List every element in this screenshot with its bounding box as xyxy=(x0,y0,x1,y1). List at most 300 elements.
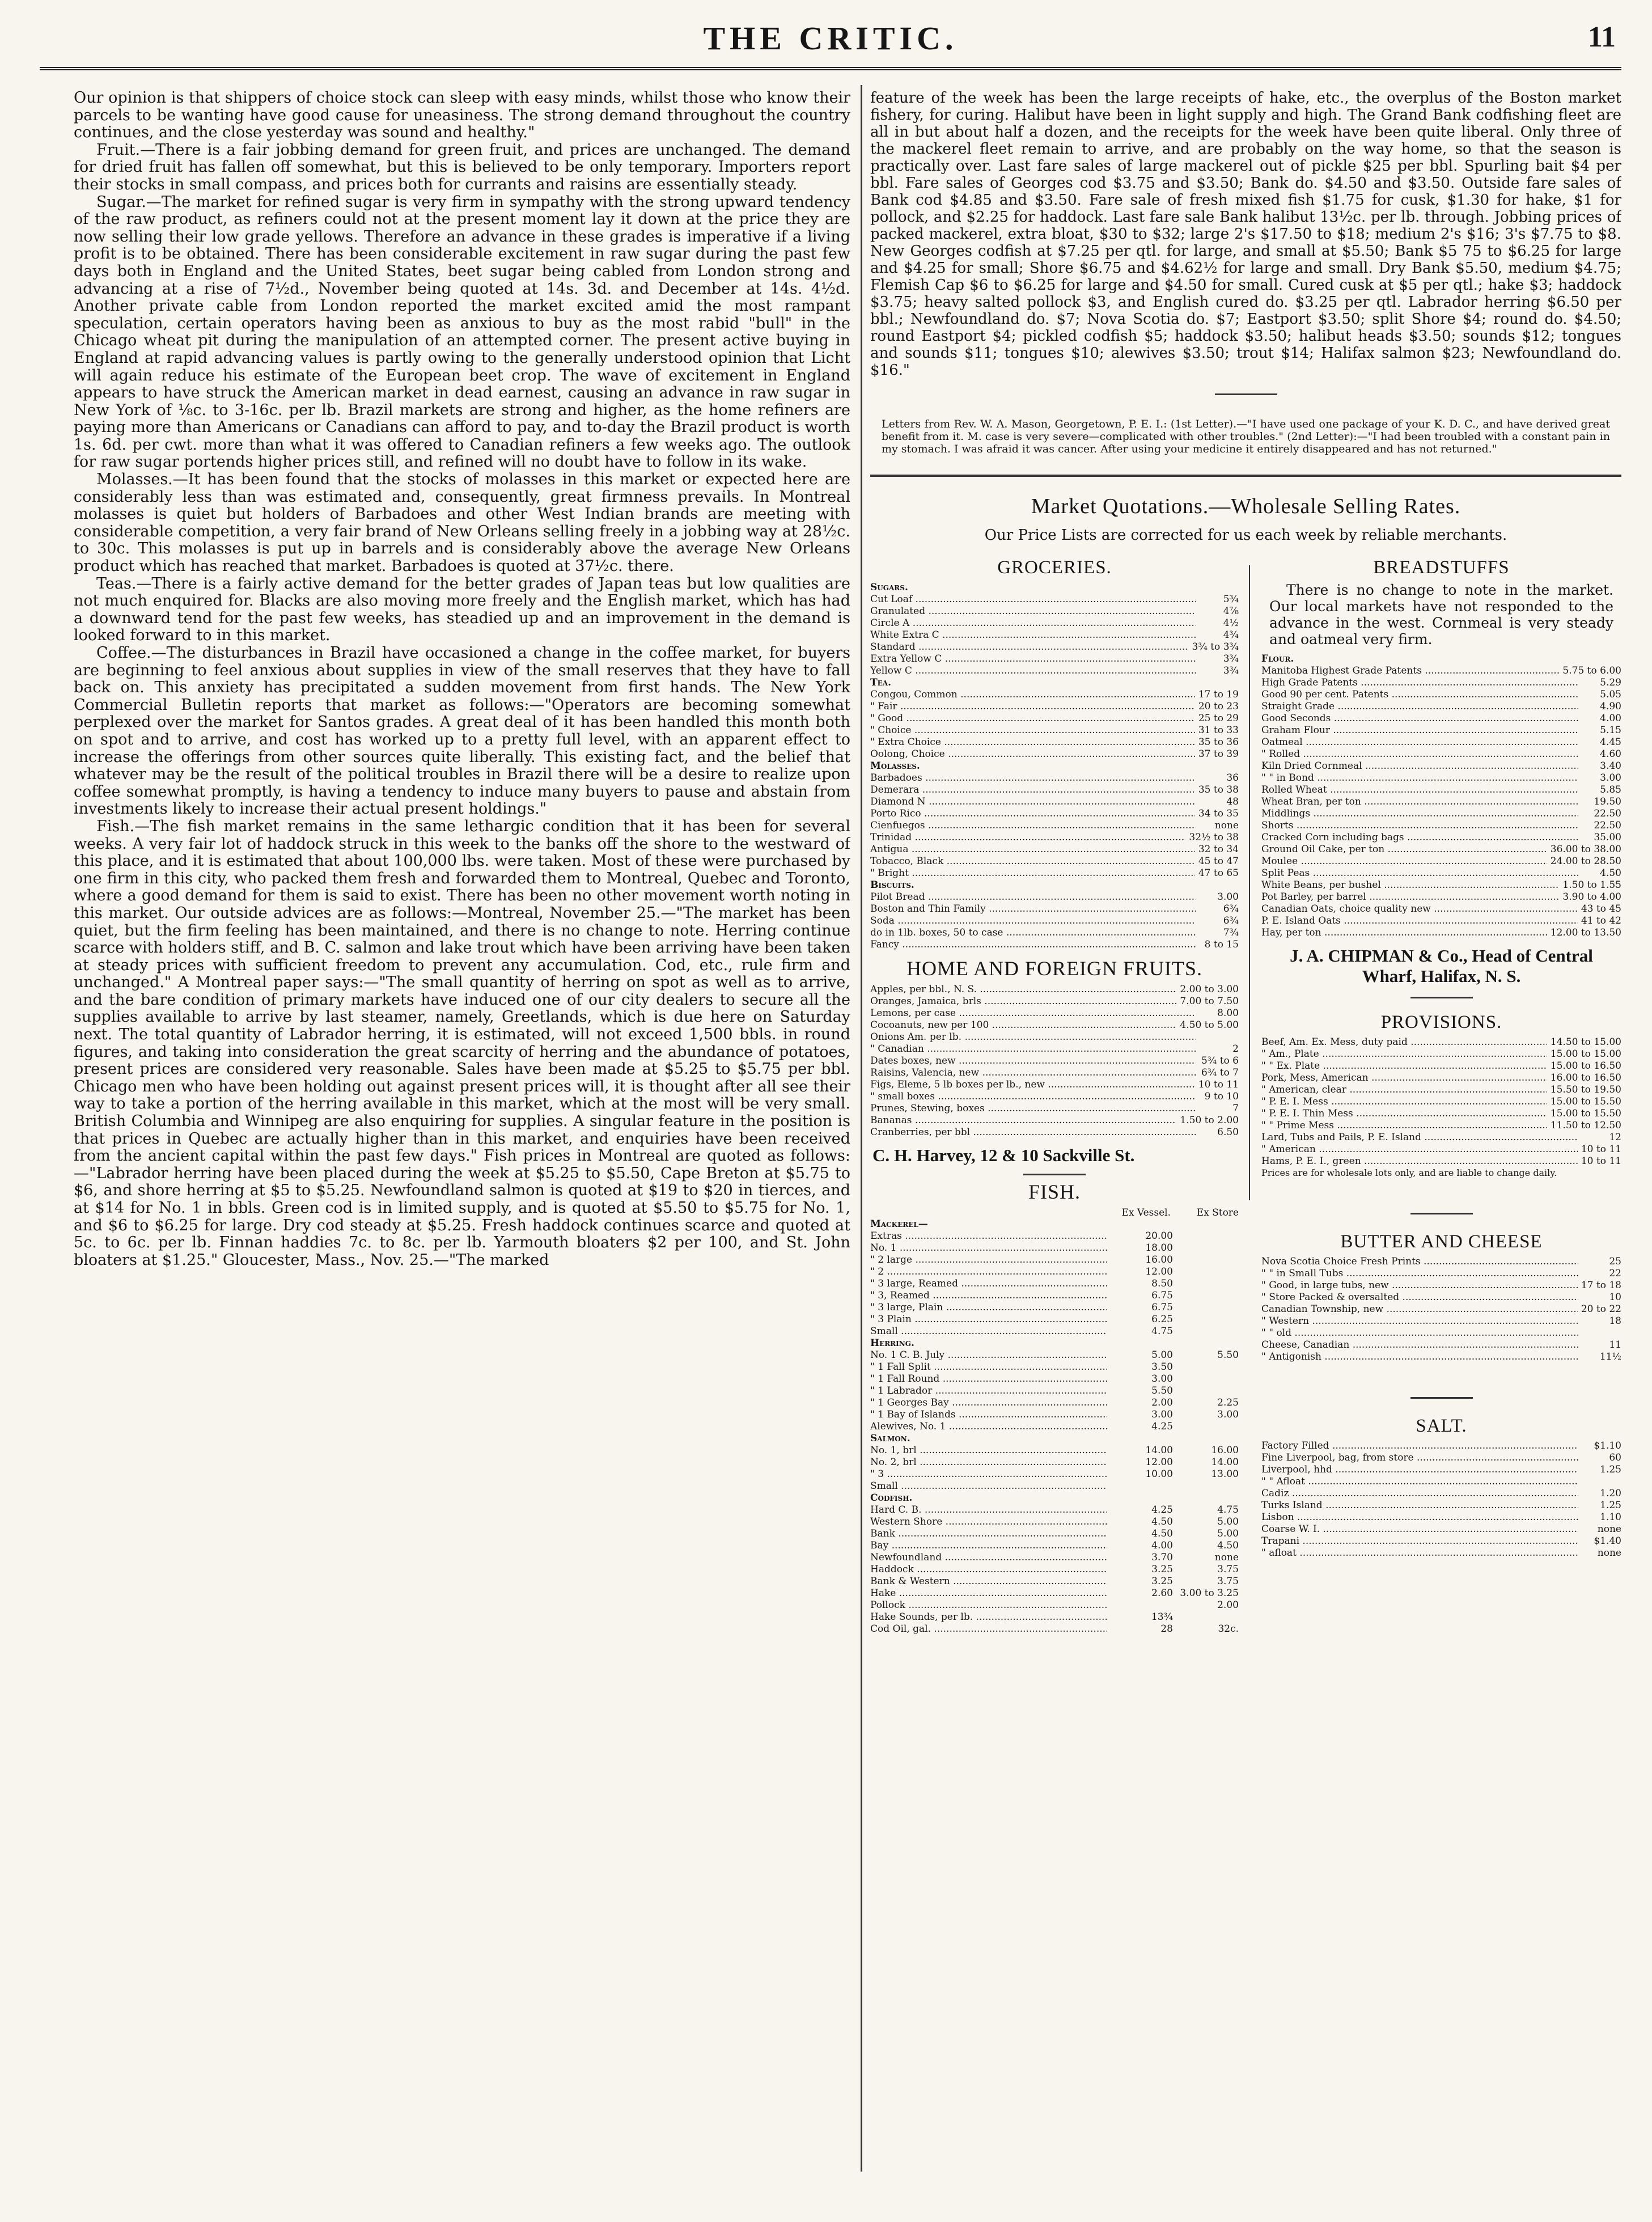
item-label: Shorts ..... xyxy=(1261,820,1578,832)
item-label: Oranges, Jamaica, brls ..... xyxy=(870,996,1176,1008)
separator xyxy=(1215,393,1277,395)
item-label: Hake ..... xyxy=(870,1588,1107,1599)
price-value: 4.45 xyxy=(1600,737,1621,748)
price-row xyxy=(870,1611,1239,1623)
item-label: Newfoundland ..... xyxy=(870,1552,1107,1564)
price-value: 15.50 to 19.50 xyxy=(1550,1084,1621,1095)
price-ex-store: 32c. xyxy=(1218,1623,1239,1635)
price-value: 47 to 65 xyxy=(1198,867,1239,879)
price-row xyxy=(870,939,1239,951)
price-value: 14.50 to 15.00 xyxy=(1550,1036,1621,1048)
item-label: White Extra C ..... xyxy=(870,629,1196,641)
item-label: Small ..... xyxy=(870,1326,1107,1338)
price-row xyxy=(1261,820,1621,832)
price-row xyxy=(870,1504,1239,1516)
item-label: " 3 Plain ..... xyxy=(870,1314,1107,1326)
price-value: 35 to 38 xyxy=(1198,784,1239,795)
price-ex-vessel: 4.50 xyxy=(1151,1528,1173,1539)
price-row xyxy=(1261,689,1621,701)
item-label: Coarse W. I. ..... xyxy=(1261,1523,1578,1535)
price-value: 25 xyxy=(1609,1256,1621,1267)
price-value: 3.40 xyxy=(1600,760,1621,772)
item-label: Rolled Wheat ..... xyxy=(1261,784,1578,796)
fruits-title: HOME AND FOREIGN FRUITS. xyxy=(906,957,1203,980)
price-ex-store: 13.00 xyxy=(1211,1468,1239,1480)
item-label: " 1 Bay of Islands ..... xyxy=(870,1409,1107,1421)
item-label: Antigua ..... xyxy=(870,844,1195,856)
price-row xyxy=(870,594,1239,606)
price-row xyxy=(870,784,1239,796)
price-value: 10 to 11 xyxy=(1198,1079,1239,1090)
price-row xyxy=(870,1115,1239,1127)
item-label: Moulee ..... xyxy=(1261,856,1547,867)
fish-column-headers xyxy=(870,1207,1239,1218)
item-label: Bananas ..... xyxy=(870,1115,1176,1127)
price-row xyxy=(870,701,1239,713)
price-ex-store: 2.25 xyxy=(1217,1397,1239,1408)
price-row xyxy=(870,903,1239,915)
price-row xyxy=(870,856,1239,867)
item-label: Porto Rico ..... xyxy=(870,808,1195,820)
price-value: 5.75 to 6.00 xyxy=(1562,665,1621,676)
item-label: " Fair ..... xyxy=(870,701,1195,713)
price-row xyxy=(870,927,1239,939)
price-value: $1.40 xyxy=(1594,1535,1621,1547)
price-ex-vessel: 28 xyxy=(1160,1623,1173,1635)
price-row xyxy=(1261,1303,1621,1315)
price-value: 15.00 to 15.00 xyxy=(1550,1048,1621,1060)
item-label: Wheat Bran, per ton ..... xyxy=(1261,796,1578,808)
salt-table xyxy=(1261,1440,1621,1559)
price-row xyxy=(870,1290,1239,1302)
price-value: 4.50 to 5.00 xyxy=(1180,1019,1239,1031)
price-row xyxy=(1261,808,1621,820)
paragraph-sugar: Sugar.—The market for refined sugar is very firm in sympathy with the strong upward tendency of the raw product, as refiners could not at the present moment lay it down at the price they are now selling their low grade yellows. Therefore an advance in these grades is imperative if a living profit is to be obtained. There has been considerable excitement in raw sugar during the past few days both in England and the United States, beet sugar being cabled from London strong and advancing at a rise of 7½d., November being quoted at 14s. 3d. and December at 14s. 4½d. Another private cable from London reported the market excited amid the most rampant speculation, certain operators having been as anxious to buy as the most rabid "bull" in the Chicago wheat pit during the manipulation of an attempted corner. The present active buying in England at rapid advancing values is partly owing to the generally understood opinion that Licht will again reduce his estimate of the European beet crop. The wave of excitement in England appears to have struck the American market in dead earnest, causing an advance in raw sugar in New York of ⅛c. to 3-16c. per lb. Brazil markets are strong and higher, as the home refiners are paying more than Americans or Canadians can afford to pay, and to-day the Brazil product is worth 1s. 6d. per cwt. more than what it was offered to Canadian refiners a few weeks ago. The outlook for raw sugar portends higher prices still, and refined will no doubt have to follow in its wake. xyxy=(74,193,850,471)
price-row xyxy=(1261,1084,1621,1096)
item-label: Good Seconds ..... xyxy=(1261,713,1578,725)
price-value: 1.25 xyxy=(1600,1500,1621,1511)
item-label: " " in Small Tubs ..... xyxy=(1261,1268,1578,1280)
price-row xyxy=(870,796,1239,808)
item-label: Congou, Common ..... xyxy=(870,689,1195,701)
price-value: 7 xyxy=(1232,1103,1239,1114)
price-row xyxy=(870,689,1239,701)
price-row xyxy=(870,1278,1239,1290)
price-value: 1.10 xyxy=(1600,1512,1621,1523)
price-ex-store: 3.75 xyxy=(1217,1576,1239,1587)
price-value: 5.05 xyxy=(1600,689,1621,700)
price-row xyxy=(1261,903,1621,915)
price-row xyxy=(870,629,1239,641)
left-column xyxy=(74,90,850,2182)
price-row xyxy=(870,1326,1239,1338)
price-row xyxy=(1261,1144,1621,1156)
item-label: Oolong, Choice ..... xyxy=(870,748,1195,760)
item-label: Middlings ..... xyxy=(1261,808,1578,820)
price-row xyxy=(870,772,1239,784)
item-label: " " Prime Mess ..... xyxy=(1261,1120,1547,1132)
price-row xyxy=(1261,748,1621,760)
price-row xyxy=(870,996,1239,1008)
category-heading: Flour. xyxy=(1261,653,1294,665)
price-row xyxy=(870,808,1239,820)
fish-table xyxy=(870,1218,1239,1635)
item-label: " Bright ..... xyxy=(870,867,1195,879)
fruits-dealer: C. H. Harvey, 12 & 10 Sackville St. xyxy=(872,1145,1135,1165)
item-label: " American ..... xyxy=(1261,1144,1578,1156)
price-row xyxy=(870,1266,1239,1278)
price-value: 43 to 45 xyxy=(1581,903,1621,915)
price-value: 4.50 xyxy=(1600,867,1621,879)
price-value: 1.50 to 2.00 xyxy=(1180,1115,1239,1126)
price-ex-vessel: 4.75 xyxy=(1151,1326,1173,1337)
price-value: 4⅞ xyxy=(1223,606,1239,617)
item-label: Bank ..... xyxy=(870,1528,1107,1540)
price-row xyxy=(870,1588,1239,1599)
price-value: 6¾ to 7 xyxy=(1201,1067,1239,1078)
price-row xyxy=(870,1079,1239,1091)
price-row xyxy=(870,1031,1239,1043)
price-value: 15.00 to 15.50 xyxy=(1550,1096,1621,1107)
price-value: 16.00 to 16.50 xyxy=(1550,1072,1621,1084)
price-ex-store: none xyxy=(1214,1552,1239,1563)
page-number: 11 xyxy=(1587,21,1616,53)
price-value: 5.85 xyxy=(1600,784,1621,795)
quotes-left xyxy=(870,554,1239,1635)
price-row xyxy=(870,1468,1239,1480)
price-row xyxy=(1261,1523,1621,1535)
item-label: " 2 ..... xyxy=(870,1266,1107,1278)
price-row xyxy=(1261,1256,1621,1268)
price-row xyxy=(870,1254,1239,1266)
item-label: Pollock ..... xyxy=(870,1599,1107,1611)
price-ex-vessel: 18.00 xyxy=(1145,1242,1173,1254)
fish-header-ex-vessel: Ex Vessel. xyxy=(1121,1207,1171,1218)
item-label: Tobacco, Black ..... xyxy=(870,856,1195,867)
item-label: P. E. Island Oats ..... xyxy=(1261,915,1578,927)
item-label: Figs, Eleme, 5 lb boxes per lb., new ..... xyxy=(870,1079,1195,1091)
price-value: 4¾ xyxy=(1223,629,1239,641)
price-row xyxy=(1261,665,1621,677)
provisions-title: PROVISIONS. xyxy=(1380,1012,1502,1032)
separator xyxy=(1410,997,1473,998)
item-label: Western Shore ..... xyxy=(870,1516,1107,1528)
price-row xyxy=(870,737,1239,748)
item-label: No. 2, brl ..... xyxy=(870,1457,1107,1468)
item-label: " 3 large, Reamed ..... xyxy=(870,1278,1107,1290)
price-value: 3¾ xyxy=(1223,653,1239,665)
price-value: 5.29 xyxy=(1600,677,1621,688)
paragraph-fish-continued: feature of the week has been the large receipts of hake, etc., the overplus of the Boston market fishery, for curing. Halibut have been in light supply and high. The Grand Bank codfishing fleet are all in but about half a dozen, and the receipts for the week have been quite liberal. Only three of the mackerel fleet remain to arrive, and are probably on the way home, so that the season is practically over. Last fare sales of large mackerel out of pickle $25 per bbl. Spurling bait $4 per bbl. Fare sales of Georges cod $3.75 and $3.50; Bank do. $4.50 and $3.50. Outside fare sales of Bank cod $4.85 and $3.50. Fare sale of fresh mixed fish $1.75 for cusk, $1.30 for hake, $1 for pollock, and $2.25 for haddock. Last fare sale Bank halibut 13½c. per lb. through. Jobbing prices of packed mackerel, extra bloat, $30 to $32; large 2's $17.50 to $18; medium 2's $16; 3's $7.75 to $8. New Georges codfish at $7.25 per qtl. for large, and small at $5.50; Bank $5 75 to $6.25 for large and $4.25 for small; Shore $6.75 and $4.62½ for large and small. Dry Bank $5.50, medium $4.75; Flemish Cap $6 to $6.25 for large and $4.50 for small. Cured cusk at $5 per qtl.; hake $3; haddock $3.75; heavy salted pollock $3, and English cured do. $3.25 per qtl. Labrador herring $6.50 per bbl.; Newfoundland do. $7; Nova Scotia do. $7; Eastport $3.50; split Shore $4; round do. $4.50; round Eastport $4; pickled codfish $5; haddock $3.50; halibut heads $3.50; sounds $12; tongues and sounds $11; tongues $10; alewives $3.50; trout $14; Halifax salmon $23; Newfoundland do. $16." xyxy=(870,90,1621,379)
price-value: 24.00 to 28.50 xyxy=(1550,856,1621,867)
item-label: Barbadoes ..... xyxy=(870,772,1196,784)
price-value: 3.90 to 4.00 xyxy=(1562,891,1621,903)
price-value: 2 xyxy=(1232,1043,1239,1055)
price-row xyxy=(870,1091,1239,1103)
price-ex-store: 3.75 xyxy=(1217,1564,1239,1575)
price-row xyxy=(870,891,1239,903)
price-ex-store: 5.50 xyxy=(1217,1349,1239,1361)
price-value: 3¾ to 3¾ xyxy=(1192,641,1239,653)
price-row xyxy=(1261,1120,1621,1132)
testimonial-letters: Letters from Rev. W. A. Mason, Georgetown, P. E. I.: (1st Letter).—"I have used one package of your K. D. C., and have derived great benefit from it. M. case is very severe—complicated with other troubles." (2nd Letter):—"I had been troubled with a constant pain in my stomach. I was afraid it was cancer. After using your medicine it entirely disappeared and has not returned." xyxy=(882,418,1610,455)
paragraph-fish: Fish.—The fish market remains in the same lethargic condition that it has been for several weeks. A very fair lot of haddock struck in this week to the banks off the shore to the westward of this place, and it is estimated that about 100,000 lbs. were taken. Most of these were purchased by one firm in this city, who packed them fresh and forwarded them to Montreal, Quebec and Toronto, where a good demand for them is said to exist. There has been no other movement worth noting in this market. Our outside advices are as follows:—Montreal, November 25.—"The market has been quiet, but the firm feeling has been maintained, and there is no change to note. Herring continue scarce with holders stiff, and B. C. salmon and lake trout which have been arriving have been taken at steady prices with sufficient freedom to prevent any accumulation. Cod, etc., rule firm and unchanged." A Montreal paper says:—"The small quantity of herring on spot as well as to arrive, and the bare condition of primary markets have induced one of our city dealers to secure all the supplies available to arrive by last steamer, namely, Greetlands, which is due here on Saturday next. The total quantity of Labrador herring, it is estimated, will not exceed 1,500 bbls. in round figures, and taking into consideration the great scarcity of herring and the abundance of potatoes, present prices are considered very reasonable. Sales have been made at $5.25 to $5.75 per bbl. Chicago men who have been holding out against present prices will, it is thought after all see their way to take a portion of the herring available in this market, which at the most will be very small. British Columbia and Winnipeg are also enquiring for supplies. A singular feature in the position is that prices in Quebec are actually higher than in this market, and enquiries have been received from the ancient capital within the past few days." Fish prices in Montreal are quoted as follows:—"Labrador herring have been placed during the week at $5.25 to $5.50, Cape Breton at $5.75 to $6, and shore herring at $5 to $5.25. Newfoundland salmon is quoted at $19 to $20 in tierces, and at $14 for No. 1 in bbls. Green cod is in limited supply, and is quoted at $5.50 to $5.75 for No. 1, and $6 to $6.25 for large. Dry cod steady at $5.25. Fresh haddock continues scarce and quoted at 5c. to 6c. per lb. Finnan haddies 7c. to 8c. per lb. Yarmouth bloaters $2 per 100, and St. John bloaters at $1.25." Gloucester, Mass., Nov. 25.—"The marked xyxy=(74,817,850,1269)
price-row xyxy=(1261,1440,1621,1452)
price-ex-vessel: 3.25 xyxy=(1151,1564,1173,1575)
provisions-table xyxy=(1261,1036,1621,1167)
price-value: 19.50 xyxy=(1594,796,1621,807)
price-ex-vessel: 12.00 xyxy=(1145,1266,1173,1277)
price-value: none xyxy=(1597,1547,1621,1559)
item-label: Yellow C ..... xyxy=(870,665,1196,677)
price-value: 4½ xyxy=(1223,617,1239,629)
price-row xyxy=(1261,796,1621,808)
item-label: " Choice ..... xyxy=(870,725,1195,737)
item-label: Cranberries, per bbl ..... xyxy=(870,1127,1196,1138)
price-value: 9 to 10 xyxy=(1204,1091,1239,1102)
item-label: Lard, Tubs and Pails, P. E. Island ..... xyxy=(1261,1132,1578,1144)
price-row xyxy=(870,1528,1239,1540)
price-row xyxy=(1261,832,1621,844)
price-ex-vessel: 20.00 xyxy=(1145,1230,1173,1242)
price-ex-vessel: 3.25 xyxy=(1151,1576,1173,1587)
price-row xyxy=(1261,737,1621,748)
item-label: Lemons, per case ..... xyxy=(870,1008,1196,1019)
item-label: Granulated ..... xyxy=(870,606,1196,617)
price-row xyxy=(870,1409,1239,1421)
section-rule xyxy=(870,475,1621,477)
price-row xyxy=(870,1103,1239,1115)
item-label: " Western ..... xyxy=(1261,1315,1578,1327)
price-value: none xyxy=(1214,820,1239,831)
item-label: Lisbon ..... xyxy=(1261,1512,1578,1523)
price-value: 12.00 to 13.50 xyxy=(1550,927,1621,938)
price-row xyxy=(870,984,1239,996)
price-row xyxy=(870,1445,1239,1457)
price-row xyxy=(1261,1096,1621,1108)
item-label: " small boxes ..... xyxy=(870,1091,1196,1103)
price-row xyxy=(1261,1512,1621,1523)
item-label: " " Ex. Plate ..... xyxy=(1261,1060,1547,1072)
item-label: No. 1 ..... xyxy=(870,1242,1107,1254)
item-label: Cracked Corn including bags ..... xyxy=(1261,832,1578,844)
separator xyxy=(1023,1174,1086,1175)
item-label: " Store Packed & oversalted ..... xyxy=(1261,1292,1578,1303)
item-label: Haddock ..... xyxy=(870,1564,1107,1576)
quotes-right xyxy=(1261,554,1621,1559)
item-label: Cod Oil, gal. ..... xyxy=(870,1623,1107,1635)
price-row xyxy=(1261,927,1621,939)
item-label: Soda ..... xyxy=(870,915,1196,927)
price-value: 12 xyxy=(1609,1132,1621,1143)
price-value: 17 to 19 xyxy=(1198,689,1239,700)
price-row xyxy=(870,1599,1239,1611)
price-ex-vessel: 4.25 xyxy=(1151,1504,1173,1516)
price-row xyxy=(870,1421,1239,1433)
price-row xyxy=(870,1361,1239,1373)
item-label: " " Afloat ..... xyxy=(1261,1476,1578,1488)
market-quotations-subtitle: Our Price Lists are corrected for us each week by reliable merchants. xyxy=(984,527,1507,544)
price-value: 18 xyxy=(1609,1315,1621,1327)
price-ex-vessel: 4.50 xyxy=(1151,1516,1173,1527)
item-label: White Beans, per bushel ..... xyxy=(1261,879,1559,891)
separator xyxy=(1410,1397,1473,1399)
column-divider xyxy=(861,85,862,2172)
item-label: " 1 Fall Split ..... xyxy=(870,1361,1107,1373)
price-value: 5¾ to 6 xyxy=(1201,1055,1239,1066)
item-label: " 1 Fall Round ..... xyxy=(870,1373,1107,1385)
price-row xyxy=(1261,1339,1621,1351)
item-label: " Good ..... xyxy=(870,713,1195,725)
item-label: Good 90 per cent. Patents ..... xyxy=(1261,689,1578,701)
price-value: 6¾ xyxy=(1223,915,1239,926)
price-row xyxy=(1261,1464,1621,1476)
price-row xyxy=(870,1516,1239,1528)
item-label: " 1 Labrador ..... xyxy=(870,1385,1107,1397)
price-value: 31 to 33 xyxy=(1198,725,1239,736)
price-row xyxy=(870,1230,1239,1242)
fruits-table xyxy=(870,984,1239,1138)
price-value: $1.10 xyxy=(1594,1440,1621,1451)
price-value: 10 xyxy=(1609,1292,1621,1303)
price-value: 17 to 18 xyxy=(1581,1280,1621,1291)
right-column xyxy=(870,90,1621,2182)
price-value: 2.00 to 3.00 xyxy=(1180,984,1239,995)
item-label: " 3 ..... xyxy=(870,1468,1107,1480)
price-row xyxy=(1261,1108,1621,1120)
price-row xyxy=(1261,1476,1621,1488)
market-quotations xyxy=(870,554,1621,2182)
price-value: 10 to 11 xyxy=(1581,1156,1621,1167)
price-row xyxy=(870,1019,1239,1031)
item-label: " 1 Georges Bay ..... xyxy=(870,1397,1107,1409)
price-row xyxy=(870,725,1239,737)
price-ex-vessel: 16.00 xyxy=(1145,1254,1173,1266)
market-quotations-title: Market Quotations.—Wholesale Selling Rates. xyxy=(1031,494,1461,518)
item-label: Circle A ..... xyxy=(870,617,1196,629)
price-row xyxy=(1261,1268,1621,1280)
item-label: Bay ..... xyxy=(870,1540,1107,1552)
fish-title: FISH. xyxy=(1028,1180,1081,1203)
price-row xyxy=(870,713,1239,725)
price-row xyxy=(1261,1060,1621,1072)
price-value: 41 to 42 xyxy=(1581,915,1621,926)
paragraph-fruit: Fruit.—There is a fair jobbing demand for green fruit, and prices are unchanged. The demand for dried fruit has fallen off somewhat, but this is believed to be only temporary. Importers report their stocks in small compass, and prices both for currants and raisins are essentially steady. xyxy=(74,141,850,193)
price-ex-vessel: 4.00 xyxy=(1151,1540,1173,1551)
item-label: do in 1lb. boxes, 50 to case ..... xyxy=(870,927,1196,939)
price-ex-vessel: 6.75 xyxy=(1151,1302,1173,1313)
price-ex-vessel: 3.70 xyxy=(1151,1552,1173,1563)
quotes-divider xyxy=(1249,565,1250,1200)
price-ex-vessel: 6.25 xyxy=(1151,1314,1173,1325)
price-ex-vessel: 13¾ xyxy=(1151,1611,1173,1623)
category-heading: Herring. xyxy=(870,1338,914,1349)
item-label: Cheese, Canadian ..... xyxy=(1261,1339,1578,1351)
paragraph-molasses: Molasses.—It has been found that the stocks of molasses in this market or expected here are considerably less than was estimated and, consequently, great firmness prevails. In Montreal molasses is quiet but holders of Barbadoes and other West Indian brands are meeting with considerable competition, a very fair brand of New Orleans selling freely in a jobbing way at 28½c. to 30c. This molasses is put up in barrels and is considerably above the average New Orleans product which has reached that market. Barbadoes is quoted at 37½c. there. xyxy=(74,471,850,575)
newspaper-page xyxy=(40,20,1621,2194)
item-label: Cocoanuts, new per 100 ..... xyxy=(870,1019,1176,1031)
salt-title: SALT. xyxy=(1416,1416,1467,1436)
groceries-table xyxy=(870,582,1239,951)
item-label: Alewives, No. 1 ..... xyxy=(870,1421,1107,1433)
item-label: Trinidad ..... xyxy=(870,832,1185,844)
price-row xyxy=(1261,784,1621,796)
price-value: 35 to 36 xyxy=(1198,737,1239,748)
price-value: 5.15 xyxy=(1600,725,1621,736)
category-heading: Biscuits. xyxy=(870,879,914,891)
price-value: 4.90 xyxy=(1600,701,1621,712)
price-value: 34 to 35 xyxy=(1198,808,1239,819)
item-label: " Extra Choice ..... xyxy=(870,737,1195,748)
item-label: Hay, per ton ..... xyxy=(1261,927,1547,939)
price-value: 3.00 xyxy=(1217,891,1239,903)
price-row xyxy=(870,1540,1239,1552)
price-ex-vessel: 10.00 xyxy=(1145,1468,1173,1480)
price-row xyxy=(1261,677,1621,689)
item-label: Dates boxes, new ..... xyxy=(870,1055,1196,1067)
price-row xyxy=(1261,867,1621,879)
price-ex-vessel: 14.00 xyxy=(1145,1445,1173,1456)
price-value: 7.00 to 7.50 xyxy=(1180,996,1239,1007)
price-row xyxy=(1261,701,1621,713)
paragraph-coffee: Coffee.—The disturbances in Brazil have occasioned a change in the coffee market, for buyers are beginning to feel anxious about supplies in view of the small reserves that they have to fall back on. This anxiety has precipitated a sudden movement from first hands. The New York Commercial Bulletin reports that market as follows:—"Operators are becoming somewhat perplexed over the market for Santos grades. A great deal of it has been handled this month both on spot and to arrive, and cost has worked up to a pretty full level, with an apparent effect to increase the offerings from other sources quite liberally. This existing fact, and the belief that whatever may be the result of the political troubles in Brazil there will be a desire to realize upon coffee somewhat promptly, is having a tendency to induce many buyers to pause and abstain from investments likely to increase their actual present holdings." xyxy=(74,644,850,818)
price-row xyxy=(870,1349,1239,1361)
price-row xyxy=(1261,1315,1621,1327)
breadstuffs-dealer: J. A. CHIPMAN & Co., Head of Central Wharf, Halifax, N. S. xyxy=(1290,946,1593,986)
item-label: Raisins, Valencia, new ..... xyxy=(870,1067,1196,1079)
price-ex-vessel: 2.60 xyxy=(1151,1588,1173,1599)
item-label: Cienfuegos ..... xyxy=(870,820,1196,832)
price-row xyxy=(1261,844,1621,856)
price-row xyxy=(1261,760,1621,772)
price-row xyxy=(870,617,1239,629)
price-row xyxy=(870,832,1239,844)
price-row xyxy=(1261,1156,1621,1167)
price-row xyxy=(1261,856,1621,867)
price-row xyxy=(870,606,1239,617)
item-label: Diamond N ..... xyxy=(870,796,1196,808)
item-label: Hake Sounds, per lb. ..... xyxy=(870,1611,1107,1623)
item-label: Manitoba Highest Grade Patents ..... xyxy=(1261,665,1559,677)
item-label: Turks Island ..... xyxy=(1261,1500,1578,1512)
price-value: 32 to 34 xyxy=(1198,844,1239,855)
price-value: 22.50 xyxy=(1594,820,1621,831)
price-ex-vessel: 5.50 xyxy=(1151,1385,1173,1396)
price-value: 35.00 xyxy=(1594,832,1621,843)
price-value: 4.00 xyxy=(1600,713,1621,724)
price-value: 10 to 11 xyxy=(1581,1144,1621,1155)
price-ex-store: 4.50 xyxy=(1217,1540,1239,1551)
item-label: Liverpool, hhd ..... xyxy=(1261,1464,1578,1476)
item-label: Cut Loaf ..... xyxy=(870,594,1196,606)
category-heading: Molasses. xyxy=(870,760,920,772)
item-label: " Rolled ..... xyxy=(1261,748,1578,760)
price-row xyxy=(870,748,1239,760)
price-value: 1.50 to 1.55 xyxy=(1562,879,1621,891)
price-row xyxy=(870,1552,1239,1564)
price-row xyxy=(870,1314,1239,1326)
price-row xyxy=(1261,772,1621,784)
price-ex-store: 2.00 xyxy=(1217,1599,1239,1611)
price-row xyxy=(870,820,1239,832)
price-value: 20 to 22 xyxy=(1581,1303,1621,1315)
price-ex-vessel: 12.00 xyxy=(1145,1457,1173,1468)
groceries-title: GROCERIES. xyxy=(997,557,1112,578)
price-value: 36 xyxy=(1226,772,1239,784)
price-value: 8 to 15 xyxy=(1204,939,1239,950)
item-label: Extras ..... xyxy=(870,1230,1107,1242)
item-label: Kiln Dried Cornmeal ..... xyxy=(1261,760,1578,772)
